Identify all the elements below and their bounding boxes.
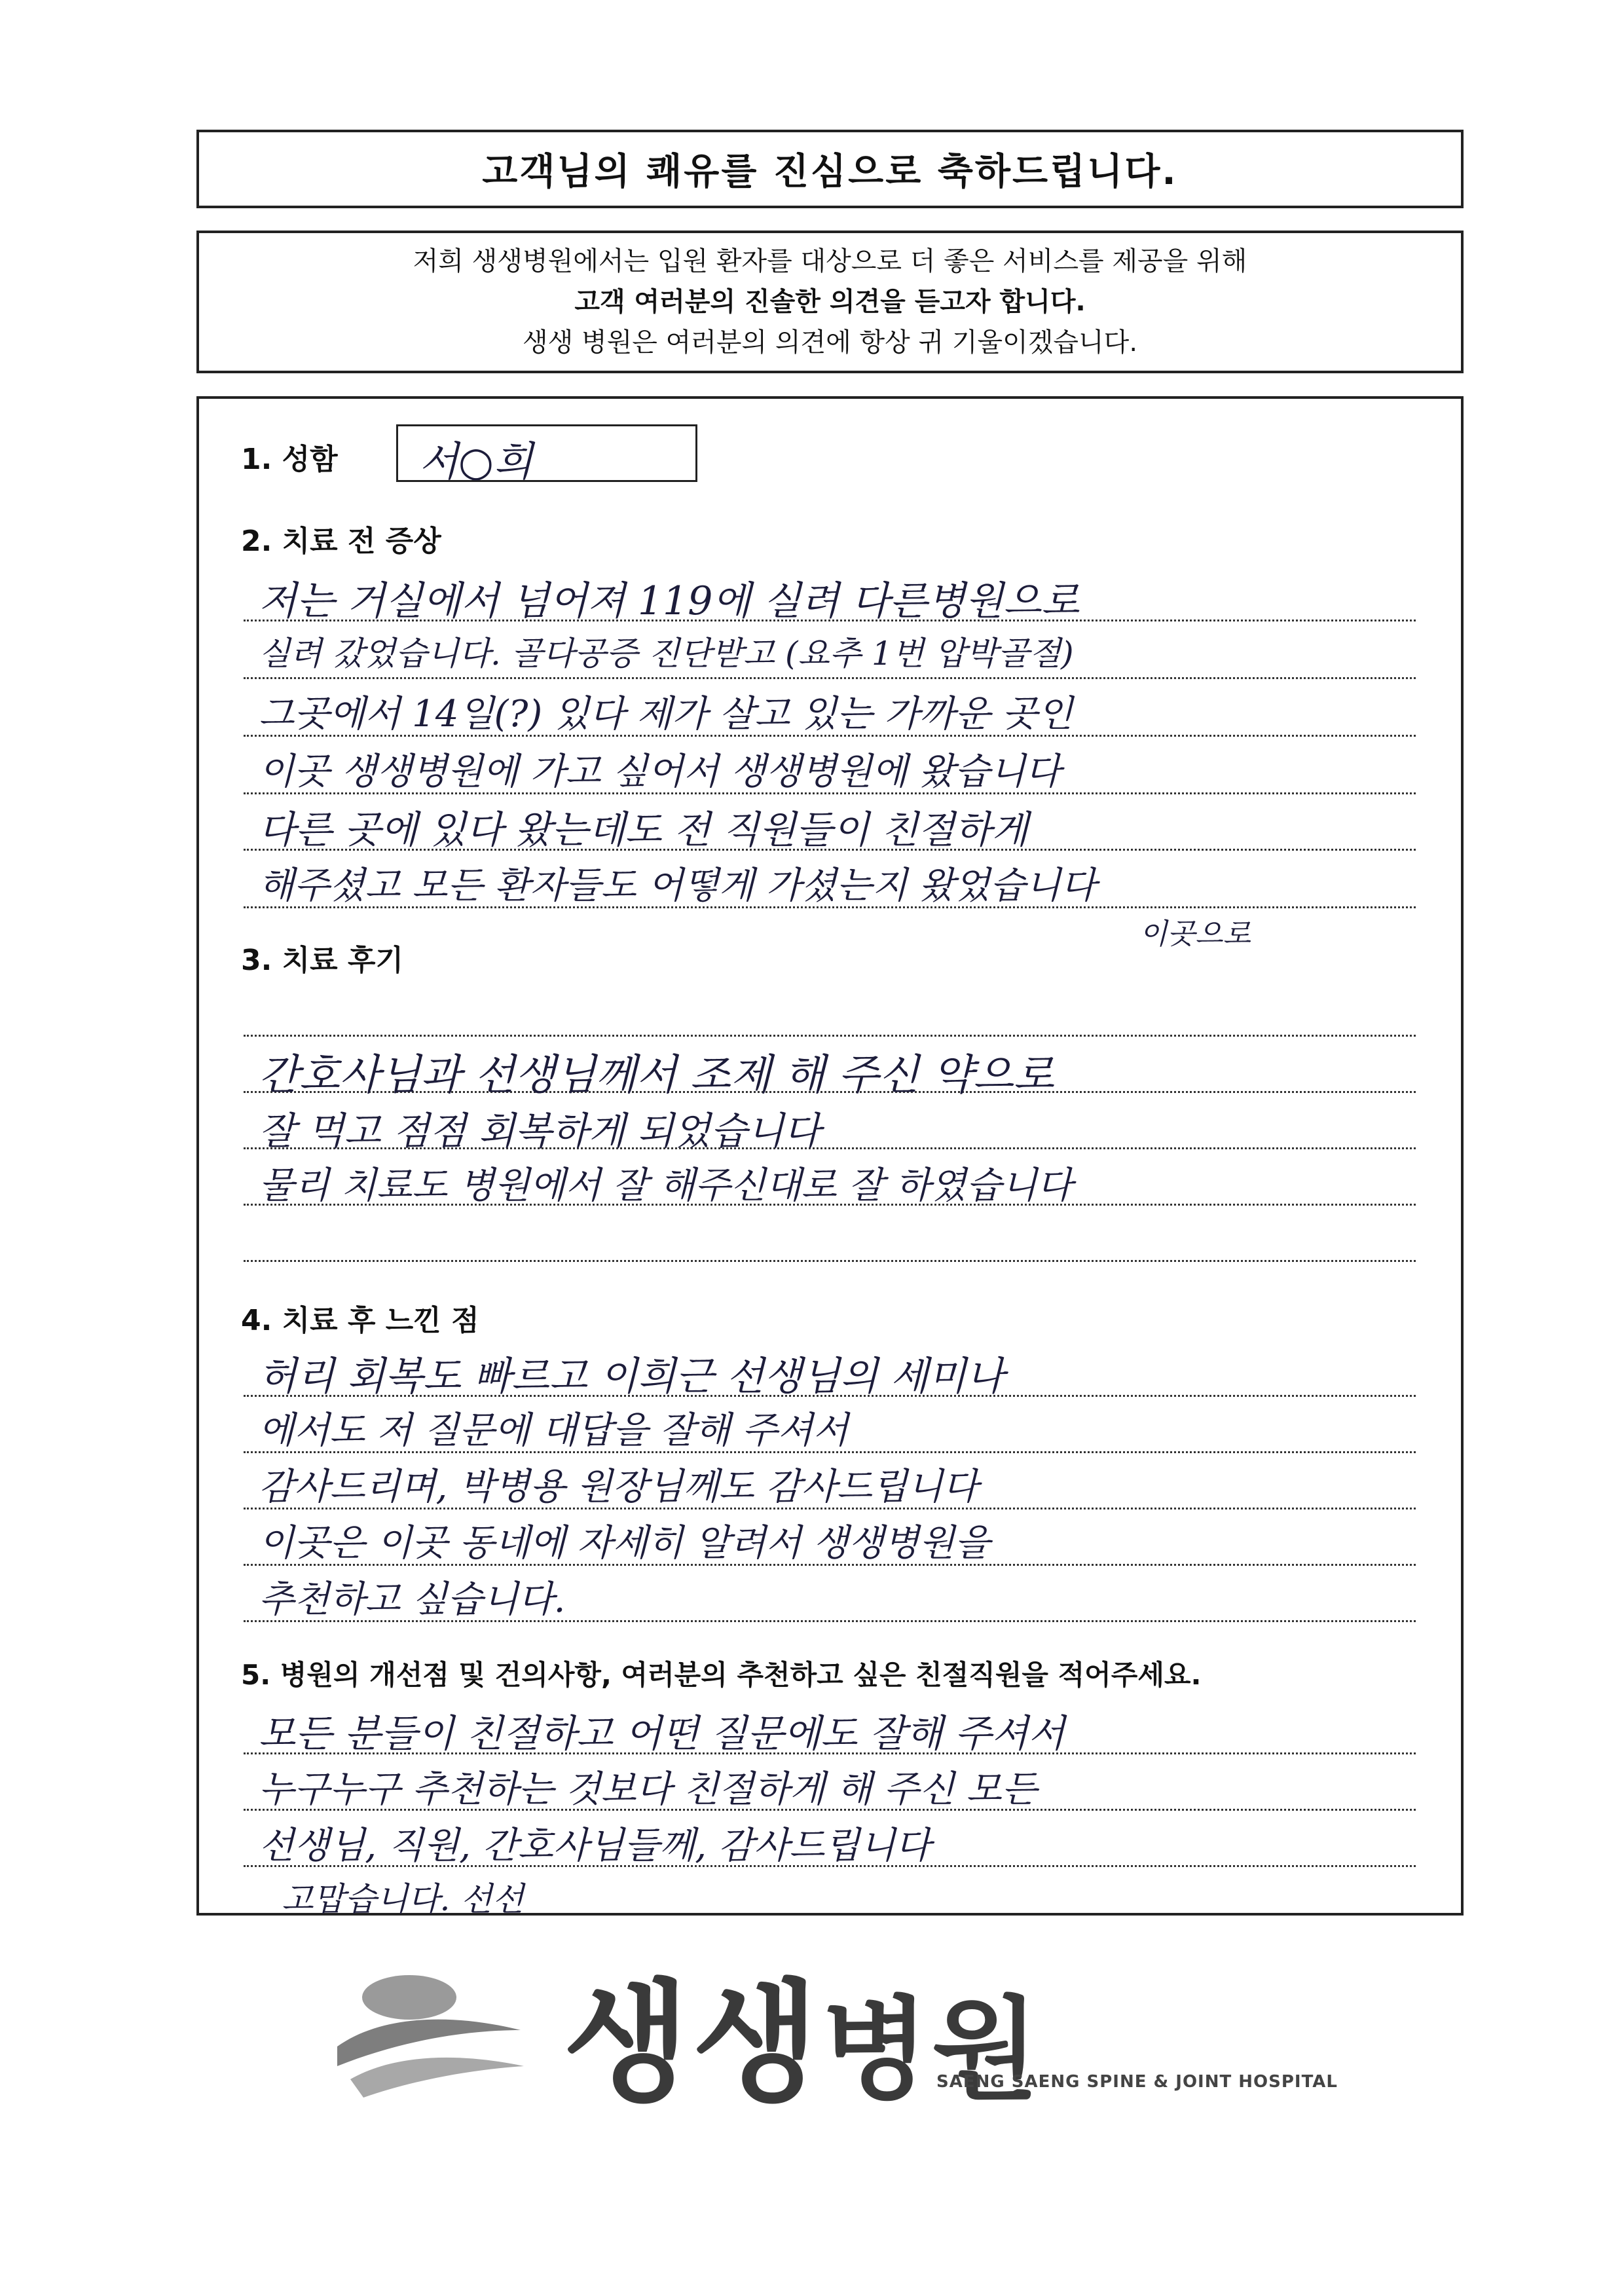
section-name-label: 1. 성함	[241, 443, 338, 476]
before-handwriting-line: 해주셨고 모든 환자들도 어떻게 가셨는지 왔었습니다	[259, 864, 1097, 907]
feeling-handwriting-line: 감사드리며, 박병용 원장님께도 감사드립니다	[259, 1466, 979, 1508]
before-handwriting-line: 실려 갔었습니다. 골다공증 진단받고 (요추 1번 압박골절)	[259, 635, 1074, 673]
hospital-logo-text	[563, 1938, 1042, 2126]
before-handwriting-note: 이곳으로	[1139, 917, 1251, 951]
feeling-handwriting-line: 허리 회복도 빠르고 이희근 선생님의 세미나	[259, 1354, 1005, 1399]
ruled-line	[244, 677, 1416, 679]
suggest-handwriting-line: 고맙습니다. 선선	[282, 1880, 524, 1918]
suggest-handwriting-line: 모든 분들이 친절하고 어떤 질문에도 잘해 주셔서	[259, 1711, 1065, 1756]
review-handwriting-line: 물리 치료도 병원에서 잘 해주신대로 잘 하였습니다	[259, 1164, 1073, 1207]
feeling-handwriting-line: 추천하고 싶습니다.	[259, 1578, 566, 1621]
hospital-logo-subtitle: SAENG SAENG SPINE & JOINT HOSPITAL	[936, 2072, 1338, 2092]
ruled-line	[244, 1035, 1416, 1037]
review-handwriting-line: 간호사님과 선생님께서 조제 해 주신 약으로	[259, 1051, 1054, 1100]
intro-line-3: 생생 병원은 여러분의 의견에 항상 귀 기울이겠습니다.	[522, 327, 1138, 358]
section-feeling-label: 4. 치료 후 느낀 점	[241, 1304, 479, 1337]
intro-line-1: 저희 생생병원에서는 입원 환자를 대상으로 더 좋은 서비스를 제공을 위해	[413, 246, 1247, 276]
feeling-handwriting-line: 이곳은 이곳 동네에 자세히 알려서 생생병원을	[259, 1522, 990, 1565]
title-box	[196, 130, 1464, 208]
logo-name-main: 생생	[563, 1967, 822, 2120]
logo-name-small: 병원	[821, 1986, 1042, 2115]
section-review-label: 3. 치료 후기	[241, 944, 403, 977]
before-handwriting-line: 저는 거실에서 넘어져 119에 실려 다른병원으로	[259, 578, 1080, 624]
intro-line-2: 고객 여러분의 진솔한 의견을 듣고자 합니다.	[574, 287, 1086, 317]
name-handwriting: 서○희	[419, 437, 533, 485]
feeling-handwriting-line: 에서도 저 질문에 대답을 잘해 주셔서	[259, 1409, 849, 1452]
section-suggest-label: 5. 병원의 개선점 및 건의사항, 여러분의 추천하고 싶은 친절직원을 적어주세요.	[241, 1659, 1202, 1691]
before-handwriting-line: 다른 곳에 있다 왔는데도 전 직원들이 친절하게	[259, 807, 1029, 852]
suggest-handwriting-line: 누구누구 추천하는 것보다 친절하게 해 주신 모든	[259, 1768, 1037, 1811]
before-handwriting-line: 이곳 생생병원에 가고 싶어서 생생병원에 왔습니다	[259, 750, 1061, 793]
intro-box	[196, 231, 1464, 373]
page-title: 고객님의 쾌유를 진심으로 축하드립니다.	[482, 151, 1178, 193]
review-handwriting-line: 잘 먹고 점점 회복하게 되었습니다	[259, 1109, 821, 1153]
suggest-handwriting-line: 선생님, 직원, 간호사님들께, 감사드립니다	[259, 1824, 931, 1867]
section-before-label: 2. 치료 전 증상	[241, 525, 441, 558]
ruled-line	[244, 1260, 1416, 1262]
before-handwriting-line: 그곳에서 14일(?) 있다 제가 살고 있는 가까운 곳인	[259, 693, 1073, 735]
hospital-logo-mark-icon	[324, 1968, 534, 2099]
